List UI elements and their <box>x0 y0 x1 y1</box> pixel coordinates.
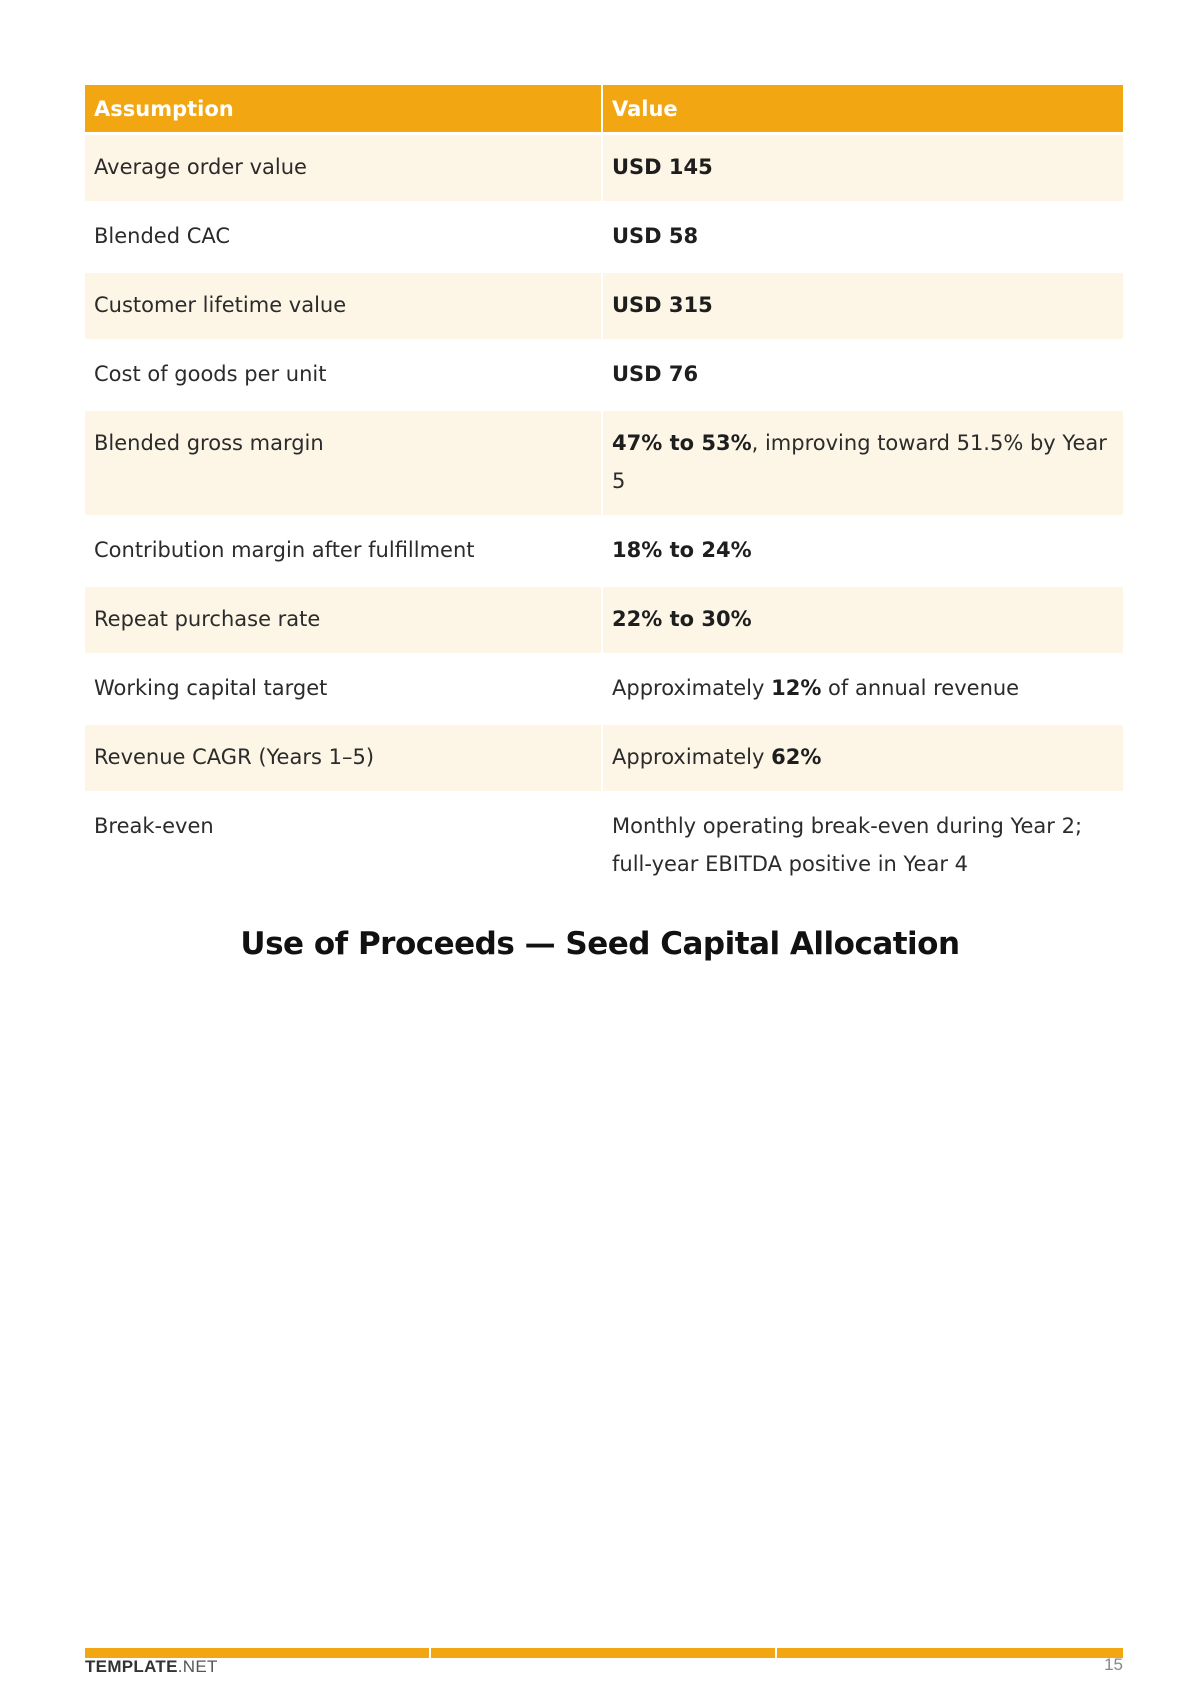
table-row <box>85 134 1123 203</box>
value-emphasis: 62% <box>771 745 822 769</box>
value-emphasis: 47% to 53% <box>612 431 752 455</box>
table-header-row <box>85 85 1123 134</box>
page-number: 15 <box>1104 1655 1123 1674</box>
logo-rest-text: .NET <box>177 1657 218 1676</box>
value-emphasis: USD 58 <box>612 224 699 248</box>
value-cell <box>602 272 1123 341</box>
column-header-assumption: Assumption <box>85 85 602 134</box>
value-text: Approximately <box>612 745 772 769</box>
assumption-cell: Blended gross margin <box>85 410 602 517</box>
value-emphasis: USD 145 <box>612 155 713 179</box>
assumption-cell: Repeat purchase rate <box>85 586 602 655</box>
value-text: Monthly operating break-even during Year 2; full-year EBITDA positive in Year 4 <box>612 814 1083 876</box>
table-row <box>85 655 1123 724</box>
logo-bold-text: TEMPLATE <box>85 1657 178 1676</box>
value-emphasis: USD 76 <box>612 362 699 386</box>
table-row <box>85 517 1123 586</box>
value-cell <box>602 410 1123 517</box>
table-row <box>85 586 1123 655</box>
assumption-cell: Average order value <box>85 134 602 203</box>
value-cell <box>602 655 1123 724</box>
value-text: of annual revenue <box>821 676 1020 700</box>
value-emphasis: USD 315 <box>612 293 713 317</box>
assumption-cell: Revenue CAGR (Years 1–5) <box>85 724 602 793</box>
footer-bar-segment <box>431 1648 775 1658</box>
value-cell <box>602 517 1123 586</box>
value-emphasis: 12% <box>771 676 822 700</box>
table-row <box>85 272 1123 341</box>
value-cell <box>602 793 1123 899</box>
assumption-cell: Customer lifetime value <box>85 272 602 341</box>
value-emphasis: 18% to 24% <box>612 538 752 562</box>
value-cell <box>602 586 1123 655</box>
assumption-cell: Working capital target <box>85 655 602 724</box>
footer-bar-segment <box>777 1648 1123 1658</box>
table-body <box>85 134 1123 899</box>
section-title: Use of Proceeds — Seed Capital Allocation <box>240 926 960 962</box>
table-row <box>85 410 1123 517</box>
assumption-cell: Blended CAC <box>85 203 602 272</box>
value-cell <box>602 341 1123 410</box>
column-header-value: Value <box>602 85 1123 134</box>
value-emphasis: 22% to 30% <box>612 607 752 631</box>
assumption-cell: Contribution margin after fulfillment <box>85 517 602 586</box>
value-cell <box>602 134 1123 203</box>
assumption-cell: Break-even <box>85 793 602 899</box>
assumptions-table <box>85 85 1123 898</box>
table-row <box>85 341 1123 410</box>
table-row <box>85 724 1123 793</box>
table-row <box>85 203 1123 272</box>
assumption-cell: Cost of goods per unit <box>85 341 602 410</box>
table-row <box>85 793 1123 899</box>
value-cell <box>602 203 1123 272</box>
footer-logo <box>85 1657 218 1677</box>
value-text: Approximately <box>612 676 772 700</box>
value-text: , improving toward 51.5% by Year 5 <box>612 431 1107 493</box>
value-cell <box>602 724 1123 793</box>
